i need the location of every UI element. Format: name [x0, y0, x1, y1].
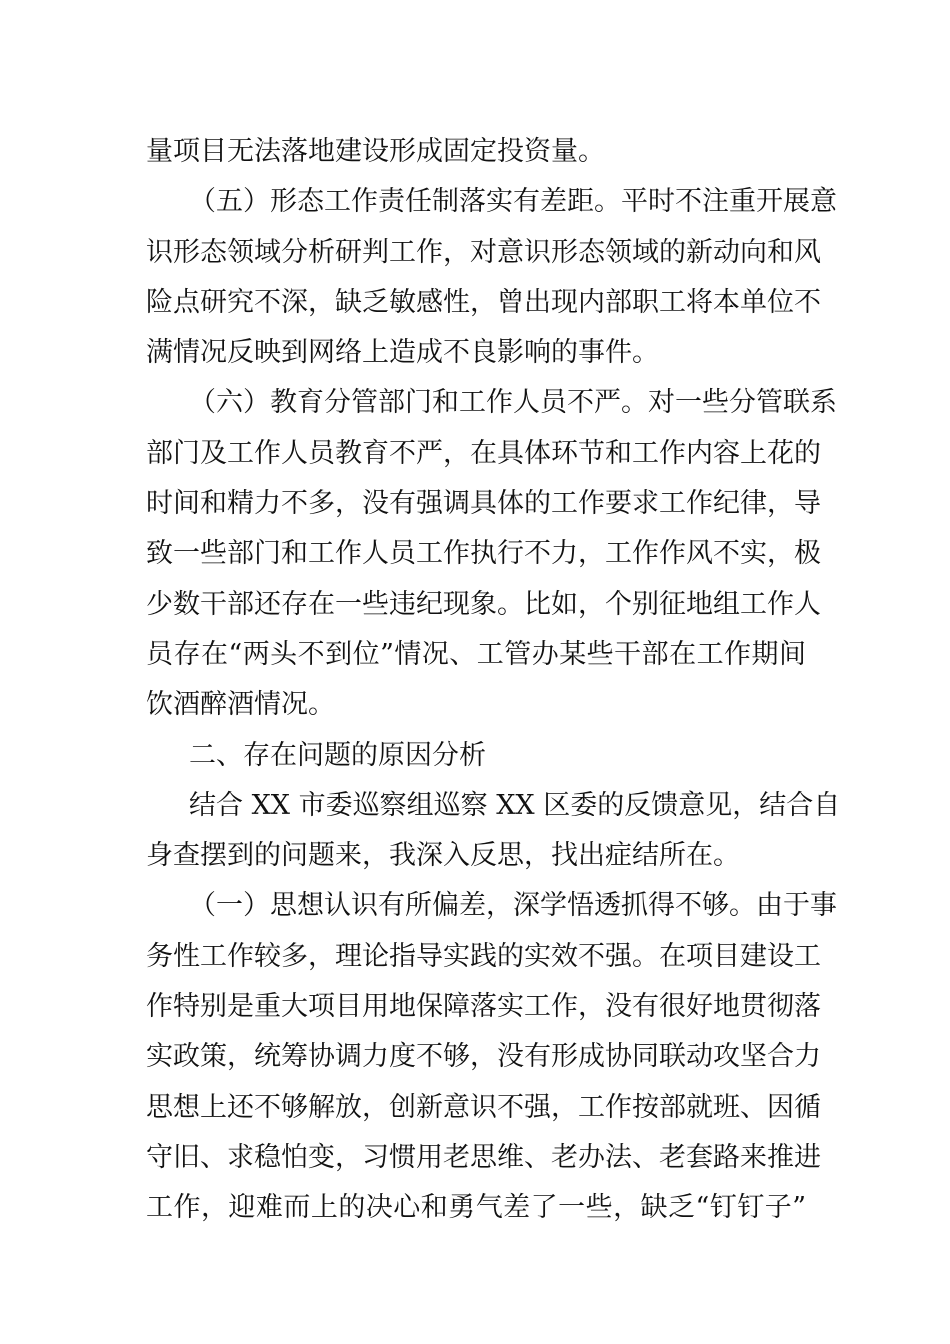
text-line: 满情况反映到网络上造成不良影响的事件。: [146, 337, 659, 369]
text-line: 险点研究不深，缺乏敏感性，曾出现内部职工将本单位不: [146, 286, 821, 318]
text-line: 工作，迎难而上的决心和勇气差了一些，缺乏“钉钉子”: [146, 1192, 806, 1224]
text-line: 识形态领域分析研判工作，对意识形态领域的新动向和风: [146, 236, 821, 268]
text-line: 时间和精力不多，没有强调具体的工作要求工作纪律，导: [146, 488, 821, 520]
text-line: 务性工作较多，理论指导实践的实效不强。在项目建设工: [146, 940, 821, 972]
text-line: 致一些部门和工作人员工作执行不力，工作作风不实，极: [146, 538, 821, 570]
paragraph-heading-one: （一）思想认识有所偏差，深学悟透抓得不够。由于事: [189, 890, 837, 922]
text-line: 实政策，统筹协调力度不够，没有形成协同联动攻坚合力: [146, 1041, 821, 1073]
text-line: 少数干部还存在一些违纪现象。比如，个别征地组工作人: [146, 588, 821, 620]
text-line: 结合 XX 市委巡察组巡察 XX 区委的反馈意见，结合自: [189, 789, 841, 821]
text-line: 饮酒醉酒情况。: [146, 689, 335, 721]
text-line: 部门及工作人员教育不严，在具体环节和工作内容上花的: [146, 437, 821, 469]
text-line: 思想上还不够解放，创新意识不强，工作按部就班、因循: [146, 1091, 821, 1123]
text-line: 作特别是重大项目用地保障落实工作，没有很好地贯彻落: [146, 991, 821, 1023]
paragraph-heading-six: （六）教育分管部门和工作人员不严。对一些分管联系: [189, 387, 837, 419]
document-body: [146, 127, 841, 1234]
text-line: 量项目无法落地建设形成固定投资量。: [146, 136, 605, 167]
text-line: 员存在“两头不到位”情况、工管办某些干部在工作期间: [146, 638, 806, 670]
text-line: 身查摆到的问题来，我深入反思，找出症结所在。: [146, 840, 740, 872]
section-heading-cause-analysis: 二、存在问题的原因分析: [189, 739, 486, 771]
paragraph-heading-five: （五）形态工作责任制落实有差距。平时不注重开展意: [189, 186, 837, 218]
text-line: 守旧、求稳怕变，习惯用老思维、老办法、老套路来推进: [146, 1141, 821, 1173]
